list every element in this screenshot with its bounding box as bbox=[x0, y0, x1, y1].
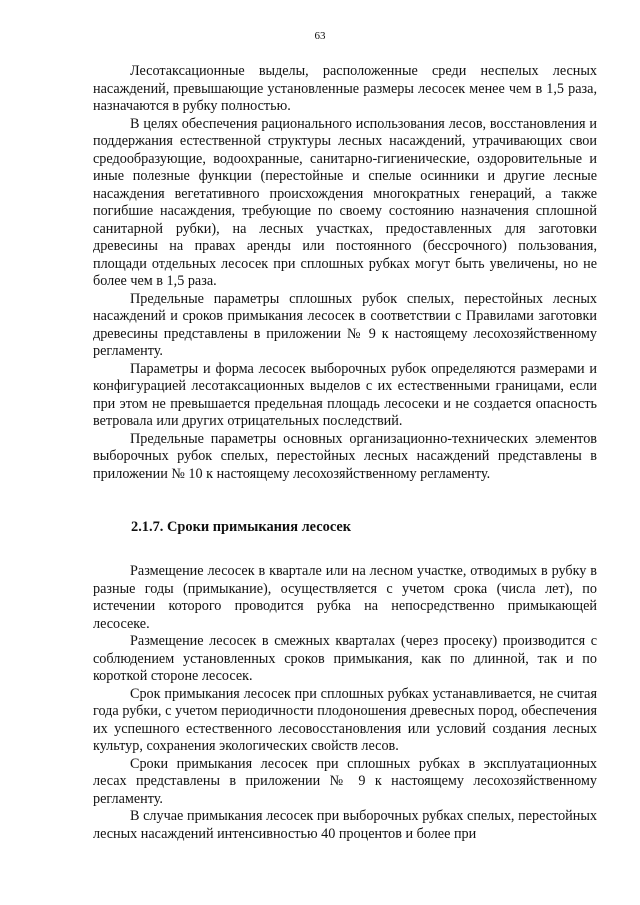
paragraph: Размещение лесосек в смежных кварталах (через просеку) производится с соблюдением установленных сроков примыкания, как по длинной, так и по короткой стороне лесосек. bbox=[93, 633, 597, 684]
paragraph: Предельные параметры основных организационно-технических элементов выборочных рубок спелых, перестойных лесных насаждений представлены в приложении № 10 к настоящему лесохозяйственному регламенту. bbox=[93, 430, 597, 482]
paragraph: Лесотаксационные выделы, расположенные среди неспелых лесных насаждений, превышающие установленные размеры лесосек менее чем в 1,5 раза, назначаются в рубку полностью. bbox=[93, 63, 597, 114]
paragraph: Размещение лесосек в квартале или на лесном участке, отводимых в рубку в разные годы (примыкание), осуществляется с учетом срока (числа лет), по истечении которого проводится рубка на непосредственно примыкающей лесосеке. bbox=[93, 563, 597, 632]
paragraph: Срок примыкания лесосек при сплошных рубках устанавливается, не считая года рубки, с учетом периодичности плодоношения древесных пород, обеспечения их успешного естественного лесовосстановления или условий создания лесных культур, сохранения экологических свойств лесов. bbox=[93, 685, 597, 754]
section-body-top bbox=[93, 63, 597, 483]
paragraph: Предельные параметры сплошных рубок спелых, перестойных лесных насаждений и сроков примыкания лесосек в соответствии с Правилами заготовки древесины представлены в приложении № 9 к настоящему лесохозяйственному регламенту. bbox=[93, 290, 597, 359]
paragraph: В случае примыкания лесосек при выборочных рубках спелых, перестойных лесных насаждений интенсивностью 40 процентов и более при bbox=[93, 808, 597, 842]
section-heading: 2.1.7. Сроки примыкания лесосек bbox=[131, 519, 352, 535]
page-number: 63 bbox=[314, 30, 326, 42]
paragraph: Сроки примыкания лесосек при сплошных рубках в эксплуатационных лесах представлены в приложении № 9 к настоящему лесохозяйственному регламенту. bbox=[93, 755, 597, 807]
section-body-bottom bbox=[93, 563, 597, 843]
paragraph: В целях обеспечения рационального использования лесов, восстановления и поддержания естественной структуры лесных насаждений, утрачивающих свои средообразующие, водоохранные, санитарно-гигиенические, оздоровительные и иные полезные функции (перестойные и спелые осинники и другие лесные насаждения вегетативного происхождения многократных генераций, а также погибшие насаждения, требующие по своему состоянию назначения сплошной санитарной рубки), на лесных участках, предоставленных для заготовки древесины на правах аренды или постоянного (бессрочного) пользования, площади отдельных лесосек при сплошных рубках могут быть увеличены, но не более чем в 1,5 раза. bbox=[93, 115, 597, 289]
paragraph: Параметры и форма лесосек выборочных рубок определяются размерами и конфигурацией лесотаксационных выделов с их естественными границами, если при этом не превышается предельная площадь лесосеки и не создается опасность ветровала или других отрицательных последствий. bbox=[93, 360, 597, 429]
